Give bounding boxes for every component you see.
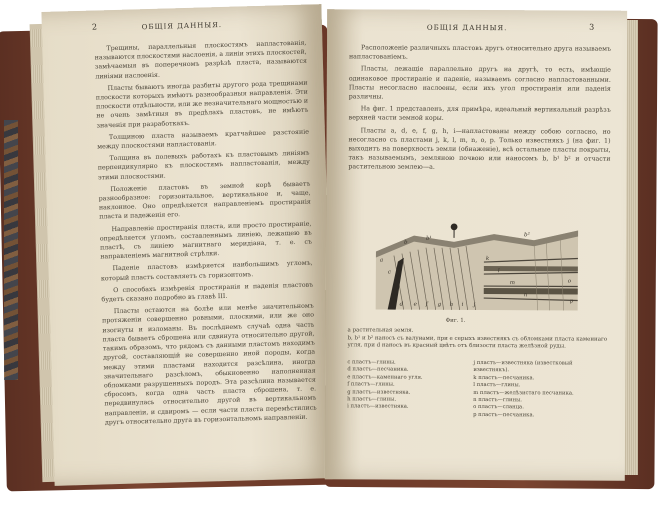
geological-section-figure xyxy=(374,221,580,314)
figure-notes xyxy=(347,327,609,351)
figure-caption: Фиг. 1. xyxy=(445,317,466,324)
figure-label: g xyxy=(437,301,442,308)
figure-label: c xyxy=(387,269,391,276)
page-number: 2 xyxy=(91,22,98,32)
legend-item: d пластъ—песчаника. xyxy=(347,366,409,374)
figure-label: l xyxy=(497,268,500,275)
paragraph: Паденіе пластовъ измѣряется наибольшимъ угломъ, который пластъ составляетъ съ горизонтомъ. xyxy=(100,259,313,283)
legend-item: k пластъ—песчаника. xyxy=(473,374,535,382)
paragraph: Толщина въ полевыхъ работахъ къ пластовымъ линіямъ перпендикулярно къ плоскостямъ напластованія, между этими плоскостями. xyxy=(97,149,310,182)
legend-item: l пластъ—глины. xyxy=(473,382,521,389)
page-number: 3 xyxy=(589,22,595,32)
figure-label: h xyxy=(449,301,454,308)
marbled-edge xyxy=(4,120,18,380)
figure-note: а растительная земля. xyxy=(347,327,414,334)
paragraph: Пласты остаются на болѣе или менѣе значительномъ протяженіи совершенно ровными, плоскими, или же оно изогнуты и изломаны. Въ послѣднемъ случаѣ одна часть пласта бываетъ сброшена или сдвинута относительно другой, такимъ образомъ, что рядомъ съ данными пластомъ находимъ другой, составляющій не совершенно иной породы, когда между этими пластами находится разсѣлина, иногда значительнаго разсѣломъ, обыкновенно наполненная обломками разрушенныхъ породъ. Эта разсѣлина называется сбросомъ, когда одна часть пласта сброшена, т. е. передвинулась относительно другой въ вертикальномъ направленіи, и сдвиромъ — если части пласта перемѣстились другъ относительно друга въ горизонтальномъ направленіи. xyxy=(102,302,317,427)
paragraph: Положеніе пластовъ въ земной корѣ бываетъ разнообразное: горизонтальное, вертикальное и, чаще, наклонное. Оно опредѣляется направленіемъ простиранія пласта и падеженія его. xyxy=(98,180,311,221)
legend-item: h пластъ—глины. xyxy=(347,396,397,403)
legend-item: m пластъ—желѣзистаго песчаника. xyxy=(473,389,574,397)
figure-label: a xyxy=(379,257,384,264)
figure-note: b, b¹ и b² наносъ съ валунами, при e серыхъ известнякъ съ обломками пласта каменнаго угля, при d наносъ въ красный цвѣтъ отъ близости пласта желѣзной руды. xyxy=(347,334,608,350)
paragraph: Трещины, параллельныя плоскостямъ напластованія, называются плоскостями наслоенія, а линіи этихъ плоскостей, замѣчаемыя въ поперечномъ разрѣзѣ пласта, называются линіями наслоенія. xyxy=(94,39,308,81)
legend-item: g пластъ—известняка. xyxy=(347,388,411,396)
left-page xyxy=(41,4,334,486)
figure-label: n xyxy=(523,292,528,299)
paragraph: Расположеніе различныхъ пластовъ другъ относительно друга называемъ напластованіемъ. xyxy=(348,44,612,61)
figure-label: b xyxy=(403,239,408,246)
legend-left xyxy=(347,359,467,411)
right-page xyxy=(325,9,627,481)
legend-item: f пластъ—глины. xyxy=(347,381,395,388)
legend-item: i пластъ—известняка. xyxy=(347,403,409,411)
paragraph: На фиг. 1 представленъ, для примѣра, идеальный вертикальный разрѣзъ верхней части земной коры. xyxy=(348,105,611,123)
figure-label: i xyxy=(461,301,464,308)
paragraph: Пласты, лежащіе параллельно другъ на другѣ, то есть, имѣющіе одинаковое простираніе и паденіе, называемъ согласно напластованными. Пласты несогласно наслоены, если ихъ угол простиранія или паденія различны. xyxy=(348,65,611,101)
running-header: ОБЩІЯ ДАННЫЯ. xyxy=(426,23,508,33)
legend-right xyxy=(473,360,609,420)
figure-label: k xyxy=(485,256,490,263)
legend-item: e пластъ—каменнаго угля. xyxy=(347,374,423,381)
paragraph: Толщиною пласта называемъ кратчайшее разстояніе между плоскостями напластованія. xyxy=(97,128,309,151)
legend-item: j пластъ—известняка (известковый известнякъ). xyxy=(473,359,573,374)
paragraph: О способахъ измѣренія простиранія и паденія пластовъ будетъ сказано подробно въ главѣ III. xyxy=(101,281,314,304)
figure-label: j xyxy=(473,301,476,308)
legend-item: p пластъ—песчаника. xyxy=(473,411,535,419)
legend-item: o пластъ—сланца. xyxy=(473,404,524,411)
paragraph: Направленіе простиранія пласта, или просто простираніе, опредѣляется угломъ, составленнымъ линіею, лежащею въ пластѣ, съ линіею магнитнаго меридіана, т. е. съ направленіемъ магнитной стрѣлки. xyxy=(99,220,313,261)
figure-label: e xyxy=(413,301,417,308)
right-body-text xyxy=(348,43,611,176)
paragraph: Пласты бываютъ иногда разбиты другого рода трещинами плоскости которыхъ имѣютъ разнообразныя направленія. Эти плоскости отдѣльности, или же незначительнаго мощностью и не очень замѣтныя въ предѣлахъ пластовъ, не имѣютъ значенія при разработкахъ. xyxy=(95,79,309,130)
figure-label: p xyxy=(569,298,574,305)
figure-label: b¹ xyxy=(426,235,432,242)
figure-label: o xyxy=(567,278,572,285)
running-header: ОБЩІЯ ДАННЫЯ. xyxy=(141,20,223,32)
legend-item: n пластъ—глины. xyxy=(473,397,523,404)
left-body-text xyxy=(94,39,317,431)
figure-label: d xyxy=(399,301,404,308)
figure-label: b² xyxy=(524,232,530,239)
figure-label: f xyxy=(425,301,428,308)
paragraph: Пласты a, d, e, f, g, h, i—напластованы между собою согласно, но несогласно съ пластами j, k, l, m, n, o, p. Только известнякъ j (на фиг. 1) выходитъ на поверхность земли (обнаженіе), всѣ остальные пласты покрыты, такъ называемымъ, земляною почвою или наносомъ b, b¹ b² и отчасти растительною землею—а. xyxy=(348,127,611,172)
figure-label: m xyxy=(509,280,516,287)
legend-item: c пластъ—глины. xyxy=(347,359,396,366)
